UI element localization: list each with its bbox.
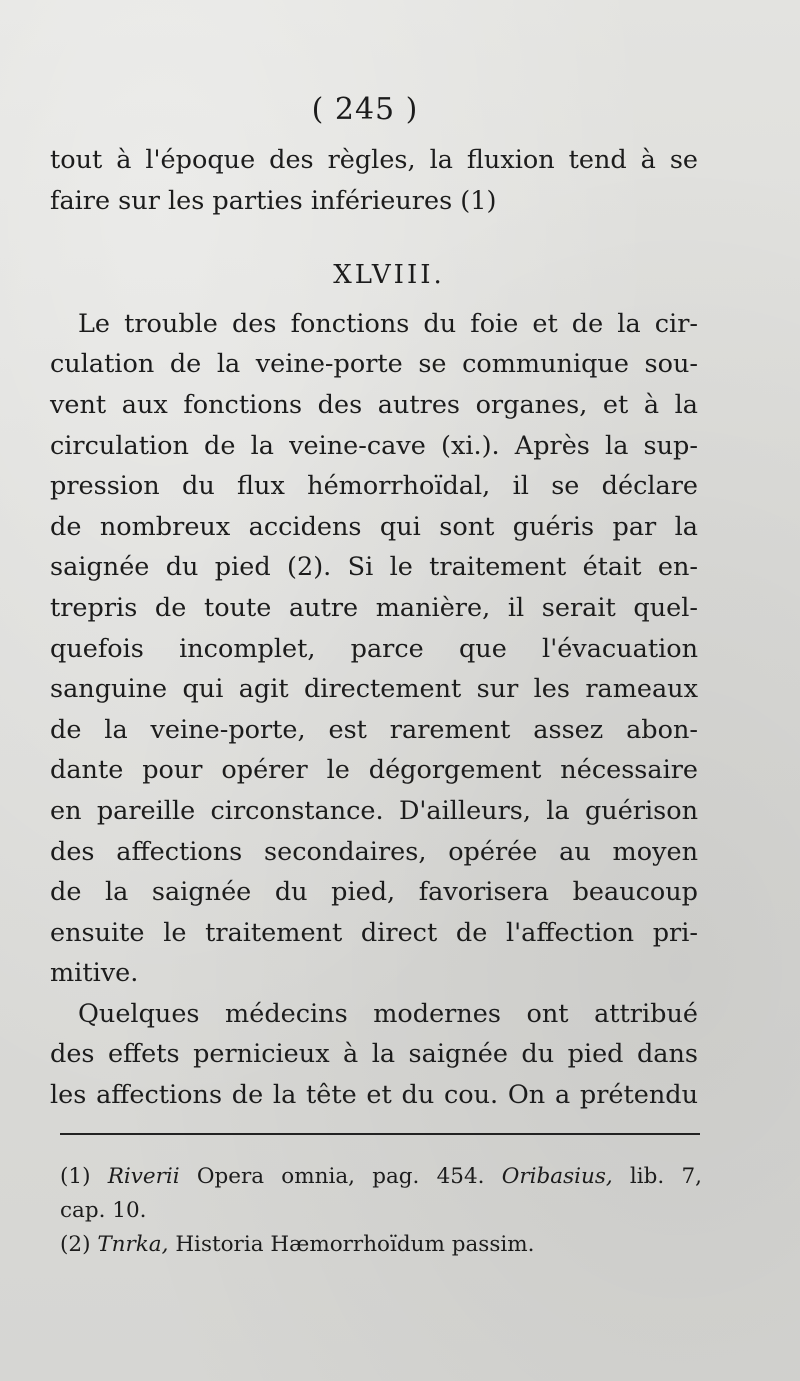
text-line: Quelques médecins modernes ont attribué <box>78 998 698 1029</box>
text-line: pression du flux hémorrhoïdal, il se déclare <box>50 471 698 502</box>
text-line: tout à l'époque des règles, la fluxion tend à se <box>50 145 698 175</box>
text-line: mitive. <box>50 958 139 989</box>
footnote-text: lib. 7, <box>629 1164 702 1189</box>
footnote-marker: (2) <box>60 1232 91 1257</box>
footnote-marker: (1) <box>60 1164 91 1189</box>
footnotes <box>60 1160 702 1262</box>
text-line: quefois incomplet, parce que l'évacuation <box>50 633 698 664</box>
text-line: dante pour opérer le dégorgement nécessaire <box>50 755 698 786</box>
text-line: des affections secondaires, opérée au moyen <box>50 836 698 867</box>
footnote-author: Riverii <box>107 1164 180 1189</box>
footnote-2 <box>60 1228 702 1262</box>
footnote-rule <box>60 1133 700 1135</box>
footnote-author: Oribasius, <box>501 1164 613 1189</box>
text-line: les affections de la tête et du cou. On a prétendu <box>50 1080 698 1111</box>
text-line: en pareille circonstance. D'ailleurs, la guérison <box>50 795 698 826</box>
text-line: sanguine qui agit directement sur les rameaux <box>50 674 698 705</box>
text-line: ensuite le traitement direct de l'affection pri- <box>50 917 698 948</box>
footnote-1-continuation: cap. 10. <box>60 1198 147 1223</box>
footnote-text: Historia Hæmorrhoïdum passim. <box>175 1232 535 1257</box>
page-number: ( 245 ) <box>311 92 419 127</box>
text-line: culation de la veine-porte se communique sou- <box>50 349 698 380</box>
text-line: saignée du pied (2). Si le traitement était en- <box>50 552 698 583</box>
text-line: faire sur les parties inférieures (1) <box>50 185 497 216</box>
text-line: de la veine-porte, est rarement assez abon- <box>50 714 698 745</box>
text-line: circulation de la veine-cave (xi.). Après la sup- <box>50 430 698 461</box>
text-line: vent aux fonctions des autres organes, et à la <box>50 389 698 420</box>
footnote-text: Opera omnia, pag. 454. <box>196 1164 485 1189</box>
text-line: de nombreux accidens qui sont guéris par la <box>50 511 698 542</box>
section-heading: XLVIII. <box>333 260 445 291</box>
footnote-author: Tnrka, <box>97 1232 169 1257</box>
main-text <box>50 140 698 1116</box>
text-line: Le trouble des fonctions du foie et de la cir- <box>78 308 698 339</box>
text-line: des effets pernicieux à la saignée du pied dans <box>50 1039 698 1070</box>
text-line: de la saignée du pied, favorisera beaucoup <box>50 877 698 908</box>
footnote-1 <box>60 1160 702 1194</box>
text-line: trepris de toute autre manière, il serait quel- <box>50 592 698 623</box>
